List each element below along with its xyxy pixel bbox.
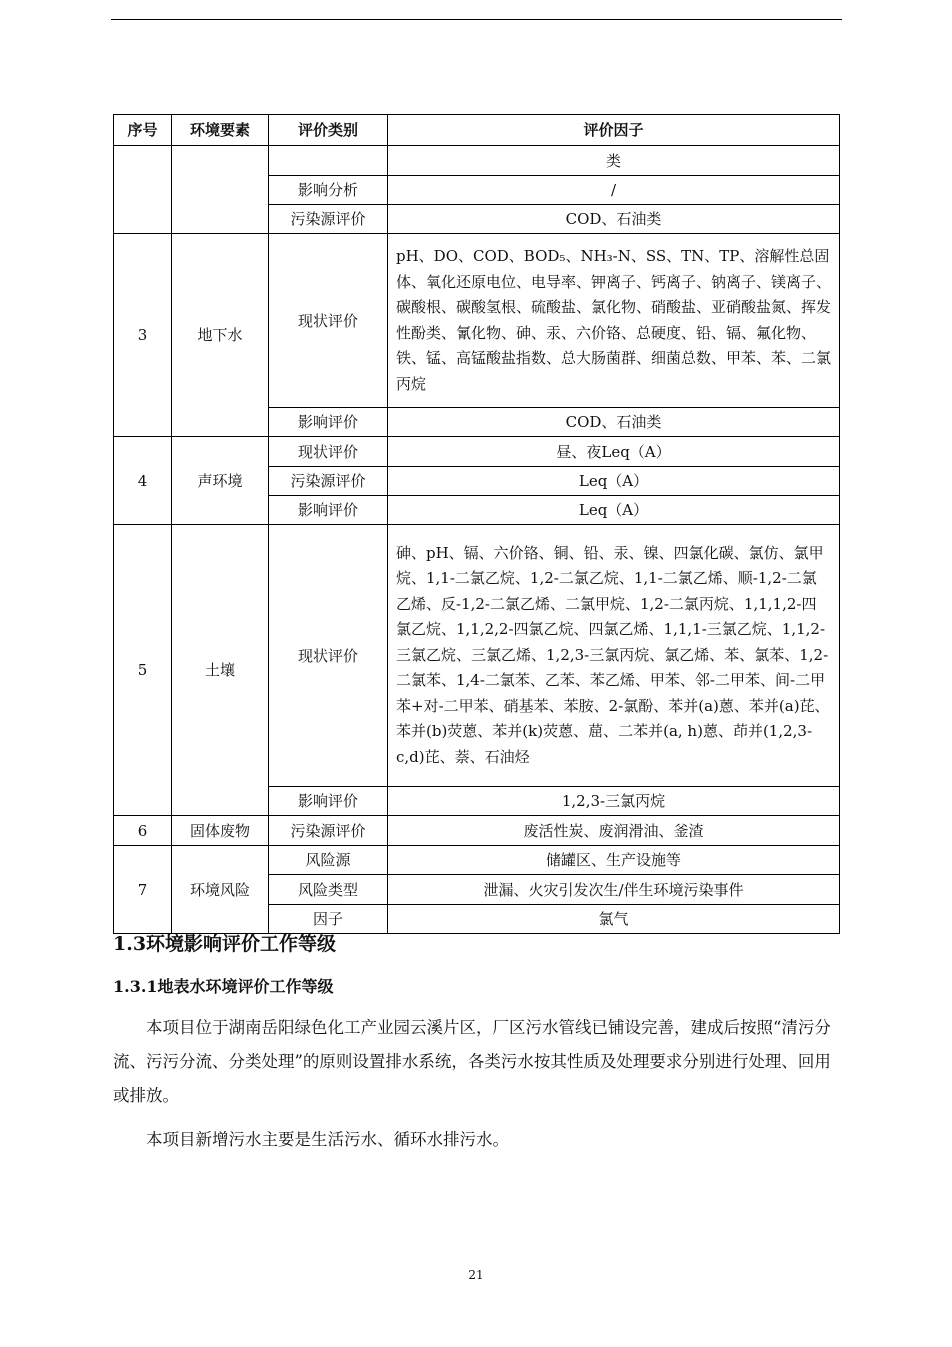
cell-category: 影响评价 <box>269 408 388 437</box>
cell-factor: 1,2,3-三氯丙烷 <box>388 787 840 816</box>
cell-category: 污染源评价 <box>269 816 388 846</box>
cell-factor: 泄漏、火灾引发次生/伴生环境污染事件 <box>388 875 840 905</box>
cell-category: 风险类型 <box>269 875 388 905</box>
cell-category: 污染源评价 <box>269 467 388 496</box>
cell-factor: pH、DO、COD、BOD₅、NH₃-N、SS、TN、TP、溶解性总固体、氧化还原电位、电导率、钾离子、钙离子、钠离子、镁离子、碳酸根、碳酸氢根、硫酸盐、氯化物、硝酸盐、亚硝酸盐氮、挥发性酚类、氰化物、砷、汞、六价铬、总硬度、铅、镉、氟化物、铁、锰、高锰酸盐指数、总大肠菌群、细菌总数、甲苯、苯、二氯丙烷 <box>388 234 840 408</box>
cell-factor: 类 <box>388 146 840 176</box>
table-row <box>114 525 840 787</box>
evaluation-factor-table <box>113 114 840 934</box>
cell-element: 声环境 <box>172 437 269 525</box>
cell-factor: 氯气 <box>388 905 840 934</box>
cell-factor: COD、石油类 <box>388 205 840 234</box>
header-factor: 评价因子 <box>388 115 840 146</box>
table-row <box>114 234 840 408</box>
table-row <box>114 816 840 846</box>
body-paragraph-2: 本项目新增污水主要是生活污水、循环水排污水。 <box>146 1130 509 1149</box>
cell-category: 影响评价 <box>269 787 388 816</box>
cell-factor: Leq（A） <box>388 467 840 496</box>
header-element: 环境要素 <box>172 115 269 146</box>
table-header-row <box>114 115 840 146</box>
cell-category: 因子 <box>269 905 388 934</box>
cell-id: 4 <box>114 437 172 525</box>
body-paragraph-1: 本项目位于湖南岳阳绿色化工产业园云溪片区，厂区污水管线已铺设完善，建成后按照“清污分流、污污分流、分类处理”的原则设置排水系统，各类污水按其性质及处理要求分别进行处理、回用或排放。 <box>113 1018 831 1105</box>
cell-category: 现状评价 <box>269 437 388 467</box>
cell-category: 风险源 <box>269 846 388 875</box>
cell-id: 3 <box>114 234 172 437</box>
subsection-heading: 1.3.1地表水环境评价工作等级 <box>113 977 334 996</box>
cell-category: 污染源评价 <box>269 205 388 234</box>
page-number: 21 <box>468 1268 484 1282</box>
cell-id <box>114 146 172 234</box>
table-row <box>114 146 840 176</box>
cell-category: 现状评价 <box>269 525 388 787</box>
cell-element: 地下水 <box>172 234 269 437</box>
cell-element: 固体废物 <box>172 816 269 846</box>
cell-element: 环境风险 <box>172 846 269 934</box>
table-row <box>114 846 840 875</box>
cell-factor: 砷、pH、镉、六价铬、铜、铅、汞、镍、四氯化碳、氯仿、氯甲烷、1,1-二氯乙烷、1,2-二氯乙烷、1,1-二氯乙烯、顺-1,2-二氯乙烯、反-1,2-二氯乙烯、二氯甲烷、1,2-二氯丙烷、1,1,1,2-四氯乙烷、1,1,2,2-四氯乙烷、四氯乙烯、1,1,1-三氯乙烷、1,1,2-三氯乙烷、三氯乙烯、1,2,3-三氯丙烷、氯乙烯、苯、氯苯、1,2-二氯苯、1,4-二氯苯、乙苯、苯乙烯、甲苯、邻-二甲苯、间-二甲苯+对-二甲苯、硝基苯、苯胺、2-氯酚、苯并(a)蒽、苯并(a)芘、苯并(b)荧蒽、苯并(k)荧蒽、䓛、二苯并(a, h)蒽、茚并(1,2,3-c,d)芘、萘、石油烃 <box>388 525 840 787</box>
cell-factor: 储罐区、生产设施等 <box>388 846 840 875</box>
cell-id: 7 <box>114 846 172 934</box>
cell-factor: Leq（A） <box>388 496 840 525</box>
cell-category: 影响评价 <box>269 496 388 525</box>
cell-id: 6 <box>114 816 172 846</box>
cell-element: 土壤 <box>172 525 269 816</box>
table-row <box>114 437 840 467</box>
cell-category: 影响分析 <box>269 176 388 205</box>
cell-factor: 废活性炭、废润滑油、釜渣 <box>388 816 840 846</box>
cell-element <box>172 146 269 234</box>
cell-category <box>269 146 388 176</box>
header-rule <box>111 19 842 20</box>
table-body <box>114 146 840 934</box>
cell-factor: 昼、夜Leq（A） <box>388 437 840 467</box>
cell-id: 5 <box>114 525 172 816</box>
header-category: 评价类别 <box>269 115 388 146</box>
header-id: 序号 <box>114 115 172 146</box>
cell-factor: COD、石油类 <box>388 408 840 437</box>
section-heading: 1.3环境影响评价工作等级 <box>113 933 337 955</box>
cell-factor: / <box>388 176 840 205</box>
cell-category: 现状评价 <box>269 234 388 408</box>
